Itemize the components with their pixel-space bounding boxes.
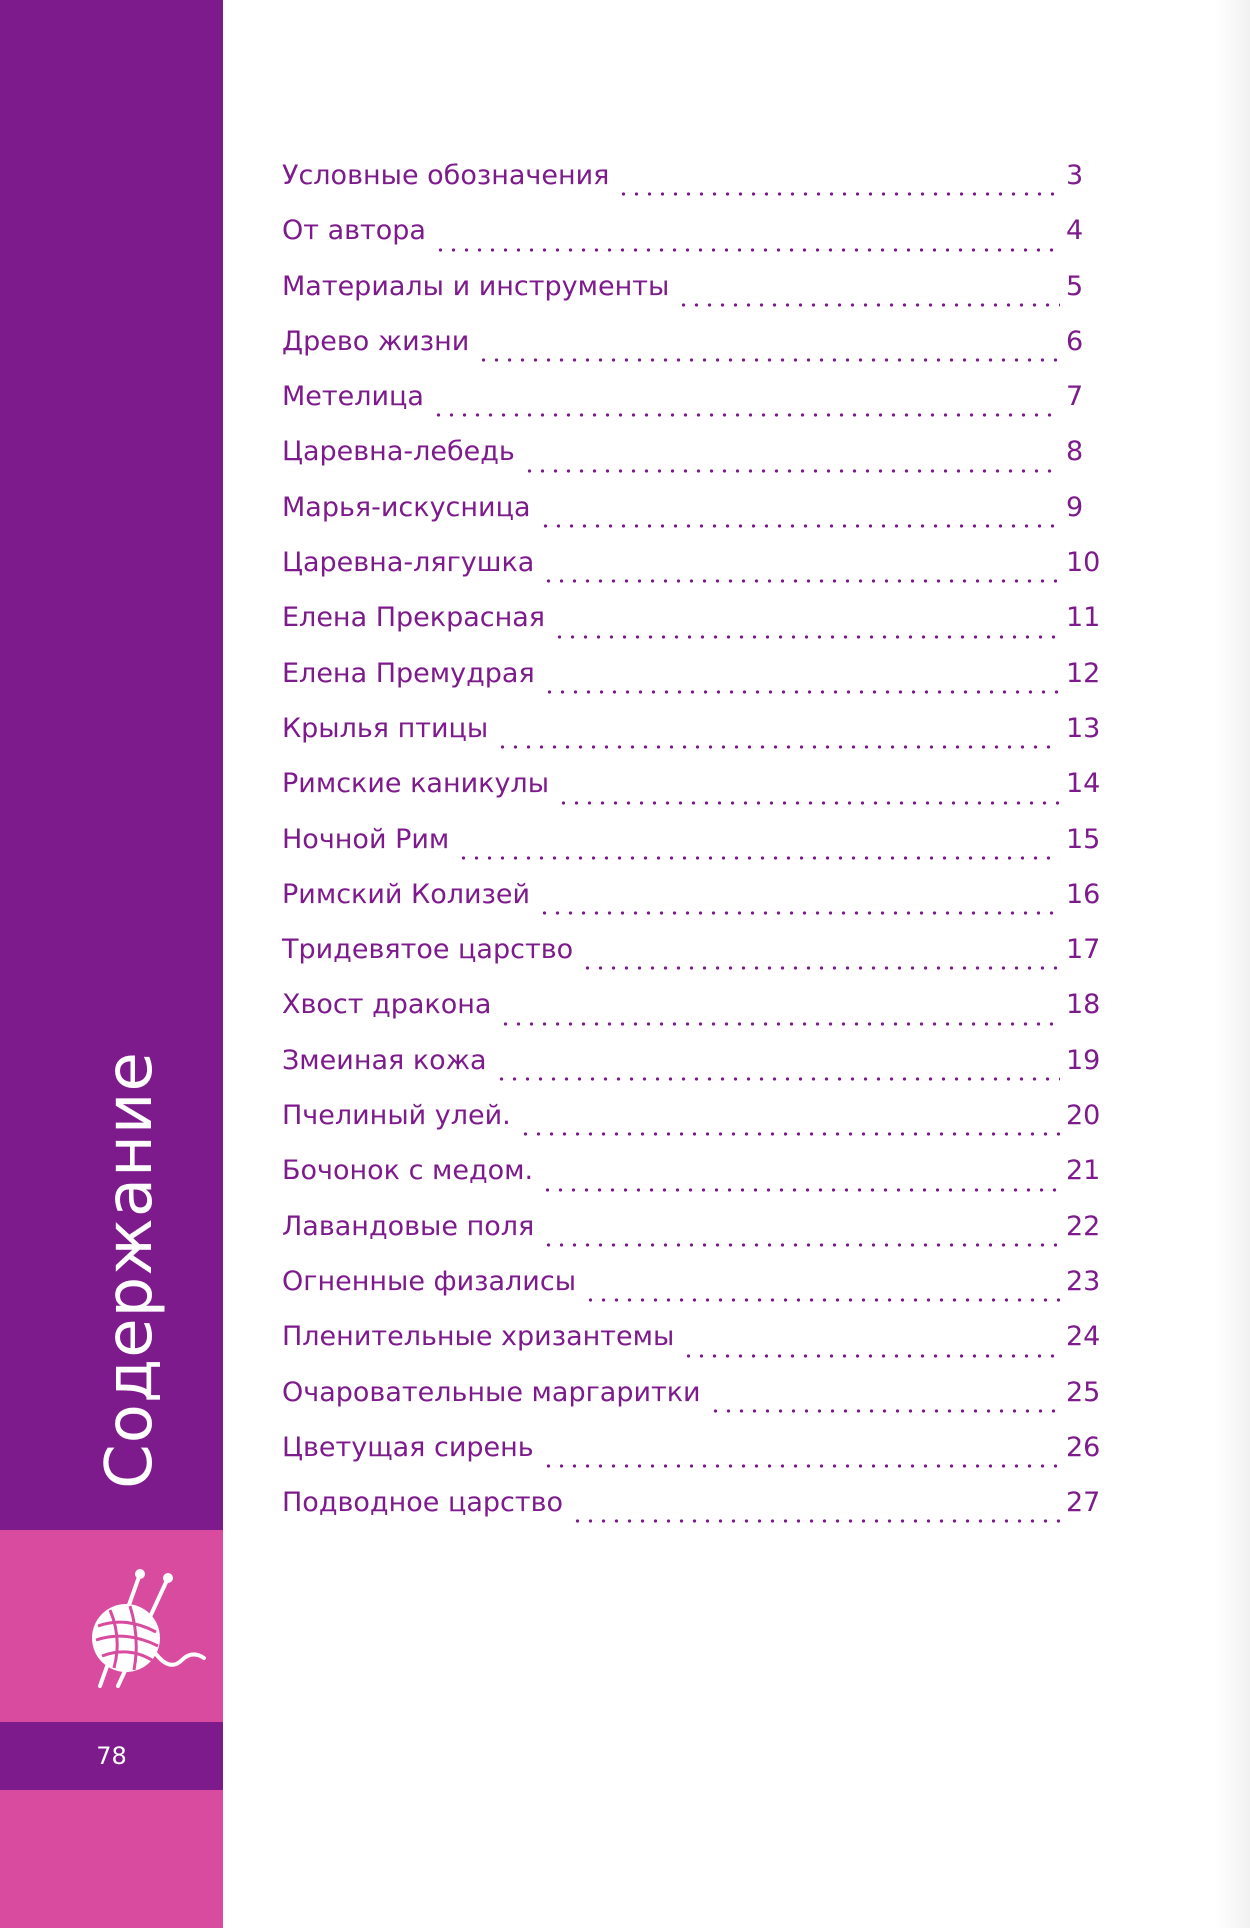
toc-entry[interactable] xyxy=(282,879,1102,934)
toc-entry[interactable] xyxy=(282,658,1102,713)
table-of-contents xyxy=(282,160,1102,1542)
toc-entry[interactable] xyxy=(282,713,1102,768)
toc-dot-leader xyxy=(434,248,1060,252)
toc-dot-leader xyxy=(584,1298,1060,1302)
toc-entry[interactable] xyxy=(282,602,1102,657)
toc-entry-title: Царевна-лягушка xyxy=(282,547,535,579)
toc-entry-page: 16 xyxy=(1066,878,1101,910)
toc-entry-title: Крылья птицы xyxy=(282,712,489,744)
toc-entry-page: 17 xyxy=(1066,934,1101,966)
toc-dot-leader xyxy=(543,690,1060,694)
toc-entry[interactable] xyxy=(282,436,1102,491)
toc-entry[interactable] xyxy=(282,1045,1102,1100)
toc-entry-page: 7 xyxy=(1066,381,1084,413)
toc-entry[interactable] xyxy=(282,934,1102,989)
toc-dot-leader xyxy=(581,966,1060,970)
toc-dot-leader xyxy=(457,856,1060,860)
toc-dot-leader xyxy=(519,1132,1060,1136)
toc-entry[interactable] xyxy=(282,1487,1102,1542)
toc-dot-leader xyxy=(541,1188,1060,1192)
toc-entry[interactable] xyxy=(282,1155,1102,1210)
toc-dot-leader xyxy=(571,1519,1060,1523)
toc-entry-page: 22 xyxy=(1066,1210,1101,1242)
toc-entry-page: 25 xyxy=(1066,1376,1101,1408)
toc-entry-title: Материалы и инструменты xyxy=(282,270,670,302)
yarn-ball-icon xyxy=(78,1568,208,1688)
toc-entry[interactable] xyxy=(282,215,1102,270)
toc-dot-leader xyxy=(617,192,1060,196)
toc-entry-title: Бочонок с медом. xyxy=(282,1155,534,1187)
toc-entry-title: Марья-искусница xyxy=(282,491,531,523)
toc-entry[interactable] xyxy=(282,547,1102,602)
toc-entry[interactable] xyxy=(282,492,1102,547)
toc-entry-page: 9 xyxy=(1066,491,1084,523)
toc-entry-title: Ночной Рим xyxy=(282,823,450,855)
toc-entry-title: Метелица xyxy=(282,381,424,413)
toc-entry-title: Лавандовые поля xyxy=(282,1210,535,1242)
toc-dot-leader xyxy=(542,579,1060,583)
toc-entry-page: 24 xyxy=(1066,1321,1101,1353)
toc-entry[interactable] xyxy=(282,1377,1102,1432)
toc-entry-title: Римский Колизей xyxy=(282,878,531,910)
toc-entry-title: Царевна-лебедь xyxy=(282,436,515,468)
toc-entry-page: 21 xyxy=(1066,1155,1101,1187)
toc-entry-page: 11 xyxy=(1066,602,1101,634)
toc-entry[interactable] xyxy=(282,160,1102,215)
toc-entry[interactable] xyxy=(282,381,1102,436)
toc-entry-title: Римские каникулы xyxy=(282,768,550,800)
sidebar-pink-band-bottom xyxy=(0,1790,223,1928)
toc-dot-leader xyxy=(682,1354,1060,1358)
toc-entry-title: Хвост дракона xyxy=(282,989,492,1021)
toc-entry-page: 8 xyxy=(1066,436,1084,468)
toc-entry[interactable] xyxy=(282,768,1102,823)
toc-entry-title: От автора xyxy=(282,215,426,247)
toc-entry-title: Очаровательные маргаритки xyxy=(282,1376,701,1408)
toc-entry[interactable] xyxy=(282,1100,1102,1155)
toc-entry-title: Условные обозначения xyxy=(282,160,610,191)
toc-dot-leader xyxy=(542,1243,1060,1247)
toc-dot-leader xyxy=(499,1022,1060,1026)
toc-entry[interactable] xyxy=(282,1211,1102,1266)
toc-dot-leader xyxy=(495,1077,1060,1081)
toc-entry[interactable] xyxy=(282,989,1102,1044)
toc-dot-leader xyxy=(477,358,1060,362)
toc-entry-title: Тридевятое царство xyxy=(282,934,574,966)
toc-entry-title: Подводное царство xyxy=(282,1487,564,1519)
toc-dot-leader xyxy=(523,469,1060,473)
toc-entry-page: 12 xyxy=(1066,657,1101,689)
toc-entry-page: 15 xyxy=(1066,823,1101,855)
toc-dot-leader xyxy=(709,1409,1060,1413)
toc-dot-leader xyxy=(539,524,1060,528)
toc-entry-title: Пленительные хризантемы xyxy=(282,1321,675,1353)
toc-entry-page: 18 xyxy=(1066,989,1101,1021)
toc-dot-leader xyxy=(542,1464,1060,1468)
toc-dot-leader xyxy=(496,745,1060,749)
page-title: Содержание xyxy=(93,1051,167,1489)
toc-entry[interactable] xyxy=(282,824,1102,879)
toc-entry-title: Цветущая сирень xyxy=(282,1431,534,1463)
toc-entry-title: Елена Прекрасная xyxy=(282,602,546,634)
toc-entry-page: 10 xyxy=(1066,547,1101,579)
toc-entry-title: Змеиная кожа xyxy=(282,1044,487,1076)
toc-entry[interactable] xyxy=(282,271,1102,326)
toc-entry-page: 26 xyxy=(1066,1431,1101,1463)
toc-entry[interactable] xyxy=(282,1321,1102,1376)
toc-entry[interactable] xyxy=(282,1266,1102,1321)
toc-entry[interactable] xyxy=(282,326,1102,381)
page-edge-shadow xyxy=(1216,0,1250,1928)
toc-dot-leader xyxy=(538,911,1060,915)
toc-entry-page: 13 xyxy=(1066,712,1101,744)
toc-entry-page: 4 xyxy=(1066,215,1084,247)
toc-entry-page: 27 xyxy=(1066,1487,1101,1519)
toc-dot-leader xyxy=(677,303,1060,307)
toc-entry-page: 19 xyxy=(1066,1044,1101,1076)
toc-dot-leader xyxy=(557,801,1060,805)
toc-entry-page: 6 xyxy=(1066,325,1084,357)
toc-entry-title: Елена Премудрая xyxy=(282,657,535,689)
toc-entry-title: Древо жизни xyxy=(282,325,470,357)
toc-entry-page: 20 xyxy=(1066,1100,1101,1132)
sidebar xyxy=(0,0,223,1928)
toc-entry[interactable] xyxy=(282,1432,1102,1487)
page-number: 78 xyxy=(96,1742,127,1770)
toc-entry-page: 23 xyxy=(1066,1265,1101,1297)
toc-entry-page: 5 xyxy=(1066,270,1084,302)
toc-entry-page: 14 xyxy=(1066,768,1101,800)
toc-entry-title: Огненные физалисы xyxy=(282,1265,577,1297)
toc-entry-title: Пчелиный улей. xyxy=(282,1100,511,1132)
toc-dot-leader xyxy=(553,635,1060,639)
toc-dot-leader xyxy=(432,413,1060,417)
toc-entry-page: 3 xyxy=(1066,160,1084,191)
